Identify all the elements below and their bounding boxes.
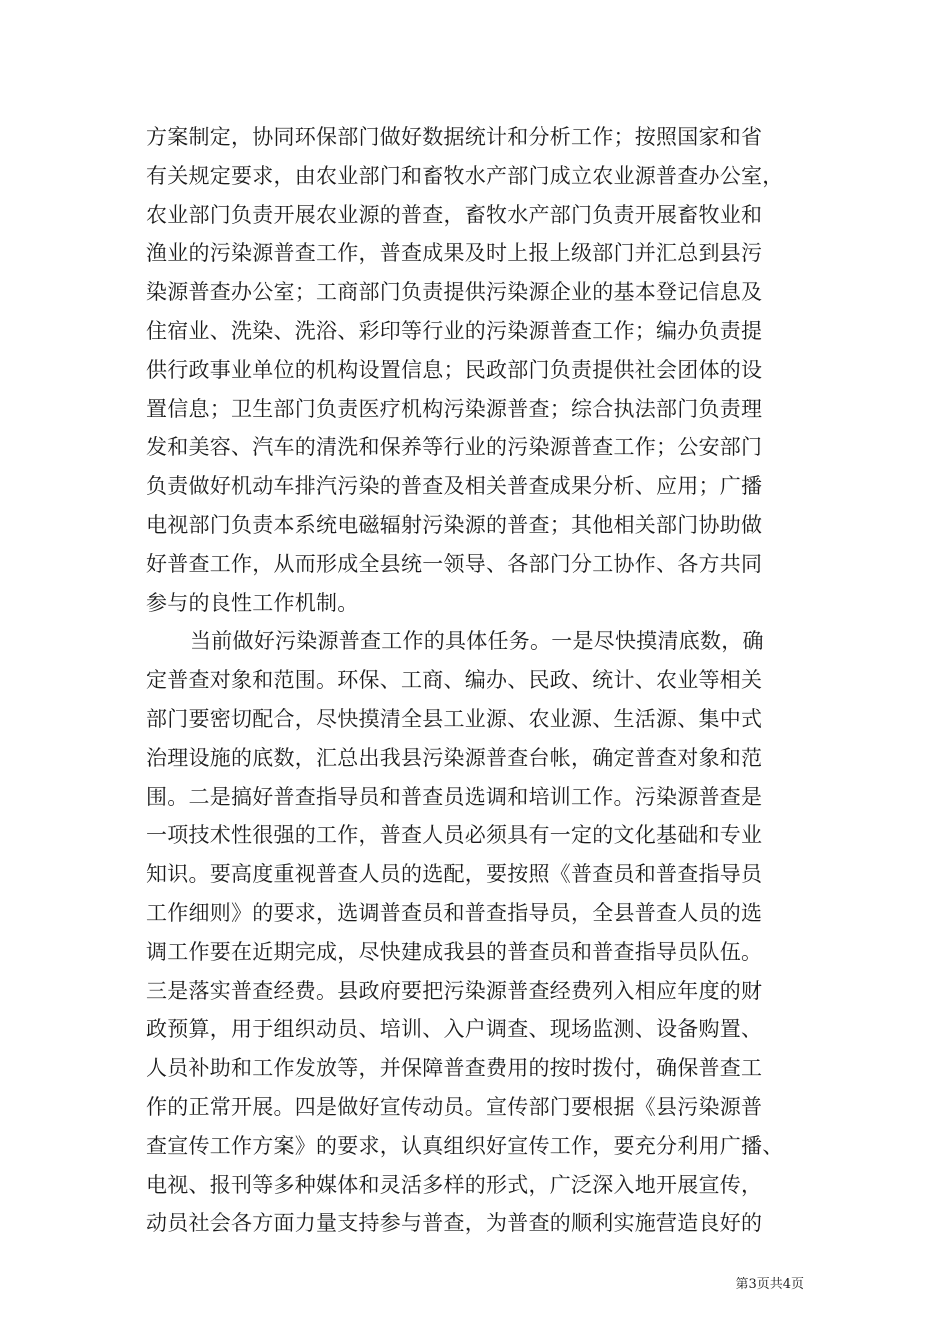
text-line: 当前做好污染源普查工作的具体任务。一是尽快摸清底数，确 [190,629,764,654]
text-line: 政预算，用于组织动员、培训、入户调查、现场监测、设备购置、 [146,1017,763,1042]
text-line: 置信息；卫生部门负责医疗机构污染源普查；综合执法部门负责理 [146,396,763,421]
text-line: 工作细则》的要求，选调普查员和普查指导员，全县普查人员的选 [146,900,763,925]
text-line: 知识。要高度重视普查人员的选配，要按照《普查员和普查指导员 [146,862,763,887]
document-body [146,118,808,1243]
text-line: 作的正常开展。四是做好宣传动员。宣传部门要根据《县污染源普 [146,1094,763,1119]
paragraph [146,118,808,622]
text-line: 染源普查办公室；工商部门负责提供污染源企业的基本登记信息及 [146,280,763,305]
text-line: 三是落实普查经费。县政府要把污染源普查经费列入相应年度的财 [146,978,763,1003]
text-line: 调工作要在近期完成，尽快建成我县的普查员和普查指导员队伍。 [146,939,763,964]
text-line: 有关规定要求，由农业部门和畜牧水产部门成立农业源普查办公室， [146,163,784,188]
text-line: 渔业的污染源普查工作，普查成果及时上报上级部门并汇总到县污 [146,241,763,266]
text-line: 部门要密切配合，尽快摸清全县工业源、农业源、生活源、集中式 [146,706,763,731]
text-line: 农业部门负责开展农业源的普查，畜牧水产部门负责开展畜牧业和 [146,202,763,227]
text-line: 方案制定，协同环保部门做好数据统计和分析工作；按照国家和省 [146,125,763,149]
text-line: 电视部门负责本系统电磁辐射污染源的普查；其他相关部门协助做 [146,512,763,537]
text-line: 围。二是搞好普查指导员和普查员选调和培训工作。污染源普查是 [146,784,763,809]
text-line: 查宣传工作方案》的要求，认真组织好宣传工作，要充分利用广播、 [146,1133,784,1158]
page-number-footer: 第3页共4页 [735,1277,804,1292]
text-line: 人员补助和工作发放等，并保障普查费用的按时拨付，确保普查工 [146,1056,763,1081]
text-line: 供行政事业单位的机构设置信息；民政部门负责提供社会团体的设 [146,357,763,382]
text-line: 电视、报刊等多种媒体和灵活多样的形式，广泛深入地开展宣传， [146,1172,763,1197]
text-line: 定普查对象和范围。环保、工商、编办、民政、统计、农业等相关 [146,668,763,693]
paragraph [146,622,808,1243]
text-line: 负责做好机动车排汽污染的普查及相关普查成果分析、应用；广播 [146,474,763,499]
text-line: 发和美容、汽车的清洗和保养等行业的污染源普查工作；公安部门 [146,435,763,460]
text-line: 治理设施的底数，汇总出我县污染源普查台帐，确定普查对象和范 [146,745,763,770]
text-line: 住宿业、洗染、洗浴、彩印等行业的污染源普查工作；编办负责提 [146,318,763,343]
text-line: 动员社会各方面力量支持参与普查，为普查的顺利实施营造良好的 [146,1211,763,1236]
text-line: 一项技术性很强的工作，普查人员必须具有一定的文化基础和专业 [146,823,763,848]
text-line: 参与的良性工作机制。 [146,590,359,615]
text-line: 好普查工作，从而形成全县统一领导、各部门分工协作、各方共同 [146,551,763,576]
